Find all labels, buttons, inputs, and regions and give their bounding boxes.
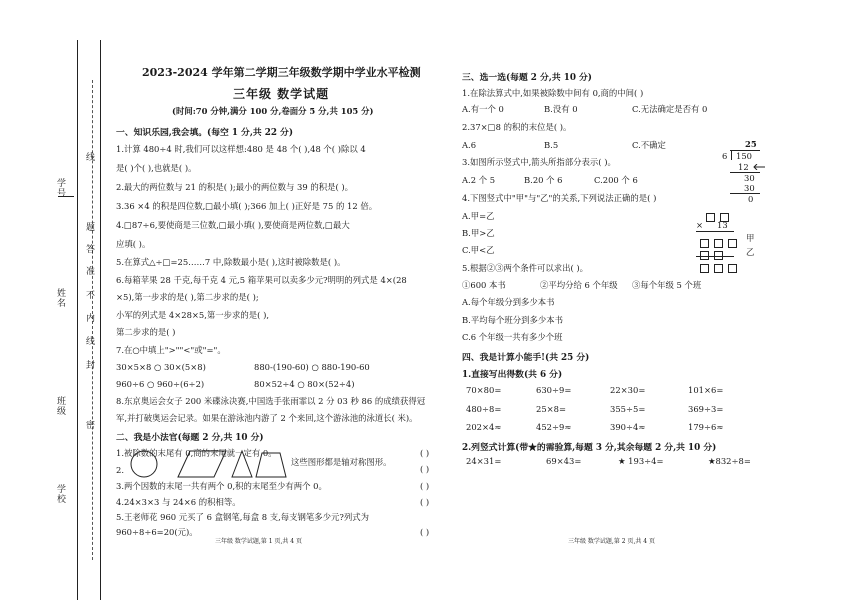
oral-calc: 101×6= (688, 385, 724, 395)
time-info: (时间:70 分钟,满分 100 分,卷面分 5 分,共 105 分) (172, 106, 374, 116)
jia-label: 甲 (746, 233, 755, 243)
trapezoid-shape (256, 453, 286, 477)
choice-4-c[interactable]: C.甲<乙 (462, 245, 495, 255)
section-4-part-1: 1.直接写出得数(共 6 分) (462, 370, 563, 380)
q7-compare-1: 30×5×8 ○ 30×(5×8) (116, 362, 206, 372)
choice-4-a[interactable]: A.甲=乙 (462, 211, 495, 221)
seal-char: 封 (84, 360, 94, 370)
q7-compare-4: 80×52÷4 ○ 80×(52÷4) (254, 379, 355, 389)
q6-line-a: 6.每箱苹果 28 千克,每千克 4 元,5 箱苹果可以卖多少元?明明的列式是 4×(28 (116, 275, 407, 285)
choice-3-c[interactable]: C.200 个 6 (594, 175, 638, 185)
choice-2: 2.37×□8 的积的末位是( )。 (462, 122, 572, 132)
choice-4: 4.下图竖式中"甲"与"乙"的关系,下列说法正确的是( ) (462, 193, 657, 203)
seal-char: 线 (84, 336, 94, 346)
choice-3: 3.如图所示竖式中,箭头所指部分表示( )。 (462, 157, 616, 167)
judge-1: 1.被除数的末尾有 0,商的末尾就一定有 0。 (116, 448, 277, 458)
q7-compare-2: 880-(190-60) ○ 880-190-60 (254, 362, 370, 372)
choice-3-b[interactable]: B.20 个 6 (524, 175, 563, 185)
seal-char: 不 (84, 290, 94, 300)
choice-5-b[interactable]: B.平均每个班分到多少本书 (462, 315, 563, 325)
q5: 5.在算式△÷□=25……7 中,除数最小是( ),这时被除数是( )。 (116, 257, 346, 267)
judge-3: 3.两个因数的末尾一共有两个 0,积的末尾至少有两个 0。 (116, 481, 327, 491)
written-calc: 24×31= (466, 456, 502, 466)
judge-5-line-a: 5.王老师花 960 元买了 6 盒钢笔,每盒 8 支,每支钢笔多少元?列式为 (116, 512, 370, 522)
choice-1-a[interactable]: A.有一个 0 (462, 104, 504, 114)
judge-2-shapes (128, 448, 288, 480)
choice-2-c[interactable]: C.不确定 (632, 140, 666, 150)
section-3-title: 三、选一选(每题 2 分,共 10 分) (462, 73, 592, 83)
section-4-title: 四、我是计算小能手!(共 25 分) (462, 353, 590, 363)
oral-calc: 630÷9= (536, 385, 572, 395)
oral-calc: 390÷4≈ (610, 422, 646, 432)
seal-char: 准 (84, 266, 94, 276)
q4-line-a: 4.□87÷6,要使商是三位数,□最小填( ),要使商是两位数,□最大 (116, 220, 350, 230)
q8-line-a: 8.东京奥运会女子 200 米碟泳决赛,中国选手张雨霏以 2 分 03 秒 86 的成绩获得冠 (116, 396, 426, 406)
q8-line-b: 军,并打破奥运会记录。如果在游泳池内游了 2 个来回,这个游泳池的泳道长( 米)。 (116, 413, 418, 423)
blank-box (706, 213, 715, 222)
blank-box (728, 264, 737, 273)
division-step-1: 12 (738, 162, 749, 172)
division-dividend: 150 (736, 151, 752, 161)
q6-line-c: 小军的列式是 4×28×5,第一步求的是( ), (116, 310, 270, 320)
blank-box (714, 264, 723, 273)
exam-title: 2023-2024 学年第二学期三年级数学期中学业水平检测 (142, 66, 421, 79)
school-label: 学校 (55, 484, 65, 504)
written-calc: ★ 193÷4= (618, 456, 664, 466)
oral-calc: 179÷6≈ (688, 422, 724, 432)
page-1-footer: 三年级 数学试题,第 1 页,共 4 页 (215, 538, 302, 545)
choice-1-c[interactable]: C.无法确定是否有 0 (632, 104, 708, 114)
exam-subtitle: 三年级 数学试题 (233, 87, 330, 101)
section-4-part-2: 2.列竖式计算(带★的需验算,每题 3 分,其余每题 2 分,共 10 分) (462, 443, 717, 453)
seal-char: 线 (84, 152, 94, 162)
q7: 7.在○中填上">""<"或"="。 (116, 345, 226, 355)
blank-box (728, 239, 737, 248)
judge-1-answer[interactable]: ( ) (420, 448, 430, 458)
oral-calc: 202×4≈ (466, 422, 502, 432)
oral-calc: 355÷5= (610, 404, 646, 414)
choice-5-cond-2: ②平均分给 6 个年级 (540, 280, 618, 290)
blank-box (700, 264, 709, 273)
oral-calc: 70×80= (466, 385, 502, 395)
oral-calc: 452÷9≈ (536, 422, 572, 432)
seal-char: 答 (84, 244, 94, 254)
q2: 2.最大的两位数与 21 的积是( );最小的两位数与 39 的积是( )。 (116, 182, 354, 192)
q7-compare-3: 960÷6 ○ 960÷(6÷2) (116, 379, 205, 389)
q1-line-b: 是( )个( ),也就是( )。 (116, 163, 197, 173)
q3: 3.36 ×4 的积是四位数,□最小填( );366 加上( )正好是 75 的 12 倍。 (116, 201, 378, 211)
name-label: 姓名 (55, 288, 65, 308)
judge-5-line-b: 960÷8÷6=20(元)。 (116, 527, 198, 537)
mult-operator: × (696, 220, 704, 230)
q1-line-a: 1.计算 480÷4 时,我们可以这样想:480 是 48 个( ),48 个( )除以 4 (116, 144, 366, 154)
q4-line-b: 应填( )。 (116, 239, 151, 249)
judge-3-answer[interactable]: ( ) (420, 481, 430, 491)
oral-calc: 25×8= (536, 404, 567, 414)
written-calc: 69×43= (546, 456, 582, 466)
q6-line-d: 第二步求的是( ) (116, 327, 176, 337)
judge-5-answer[interactable]: ( ) (420, 527, 430, 537)
division-arrow-icon (752, 164, 766, 170)
circle-shape (131, 451, 157, 477)
seal-char: 内 (84, 313, 94, 323)
judge-4: 4.24×3×3 与 24×6 的积相等。 (116, 497, 241, 507)
choice-4-b[interactable]: B.甲>乙 (462, 228, 495, 238)
q6-line-b: ×5),第一步求的是( ),第二步求的是( ); (116, 292, 259, 302)
choice-5-cond-1: ①600 本书 (462, 280, 506, 290)
division-step-2: 30 (744, 173, 755, 183)
written-calc: ★832÷8= (708, 456, 751, 466)
triangle-shape (232, 451, 252, 477)
choice-5-c[interactable]: C.6 个年级一共有多少个班 (462, 332, 563, 342)
mult-multiplier: 13 (717, 220, 728, 230)
oral-calc: 480÷8= (466, 404, 502, 414)
judge-2-answer[interactable]: ( ) (420, 464, 430, 474)
section-1-title: 一、知识乐园,我会填。(每空 1 分,共 22 分) (116, 128, 294, 138)
seal-char: 题 (84, 222, 94, 232)
choice-1-b[interactable]: B.没有 0 (544, 104, 578, 114)
judge-4-answer[interactable]: ( ) (420, 497, 430, 507)
section-2-title: 二、我是小法官(每题 2 分,共 10 分) (116, 433, 264, 443)
seal-char: 密 (84, 420, 94, 430)
multiplication-figure (696, 207, 760, 269)
yi-label: 乙 (746, 247, 755, 257)
oral-calc: 22×30= (610, 385, 646, 395)
choice-2-a[interactable]: A.6 (462, 140, 477, 150)
choice-5-a[interactable]: A.每个年级分到多少本书 (462, 297, 555, 307)
oral-calc: 369÷3= (688, 404, 724, 414)
choice-5: 5.根据②③两个条件可以求出( )。 (462, 263, 589, 273)
choice-2-b[interactable]: B.5 (544, 140, 559, 150)
division-step-3: 30 (744, 183, 755, 193)
choice-5-cond-3: ③每个年级 5 个班 (632, 280, 702, 290)
page-2-footer: 三年级 数学试题,第 2 页,共 4 页 (568, 538, 655, 545)
judge-2-text: 这些图形都是轴对称图形。 (291, 457, 392, 467)
judge-2-prefix: 2. (116, 465, 124, 475)
student-number-label: 学号 (55, 178, 65, 198)
division-step-4: 0 (748, 194, 754, 204)
class-label: 班级 (55, 396, 65, 416)
choice-1: 1.在除法算式中,如果被除数中间有 0,商的中间( ) (462, 88, 644, 98)
choice-3-a[interactable]: A.2 个 5 (462, 175, 496, 185)
division-quotient: 25 (745, 139, 757, 149)
parallelogram-shape (178, 451, 226, 477)
division-divisor: 6 (722, 151, 728, 161)
